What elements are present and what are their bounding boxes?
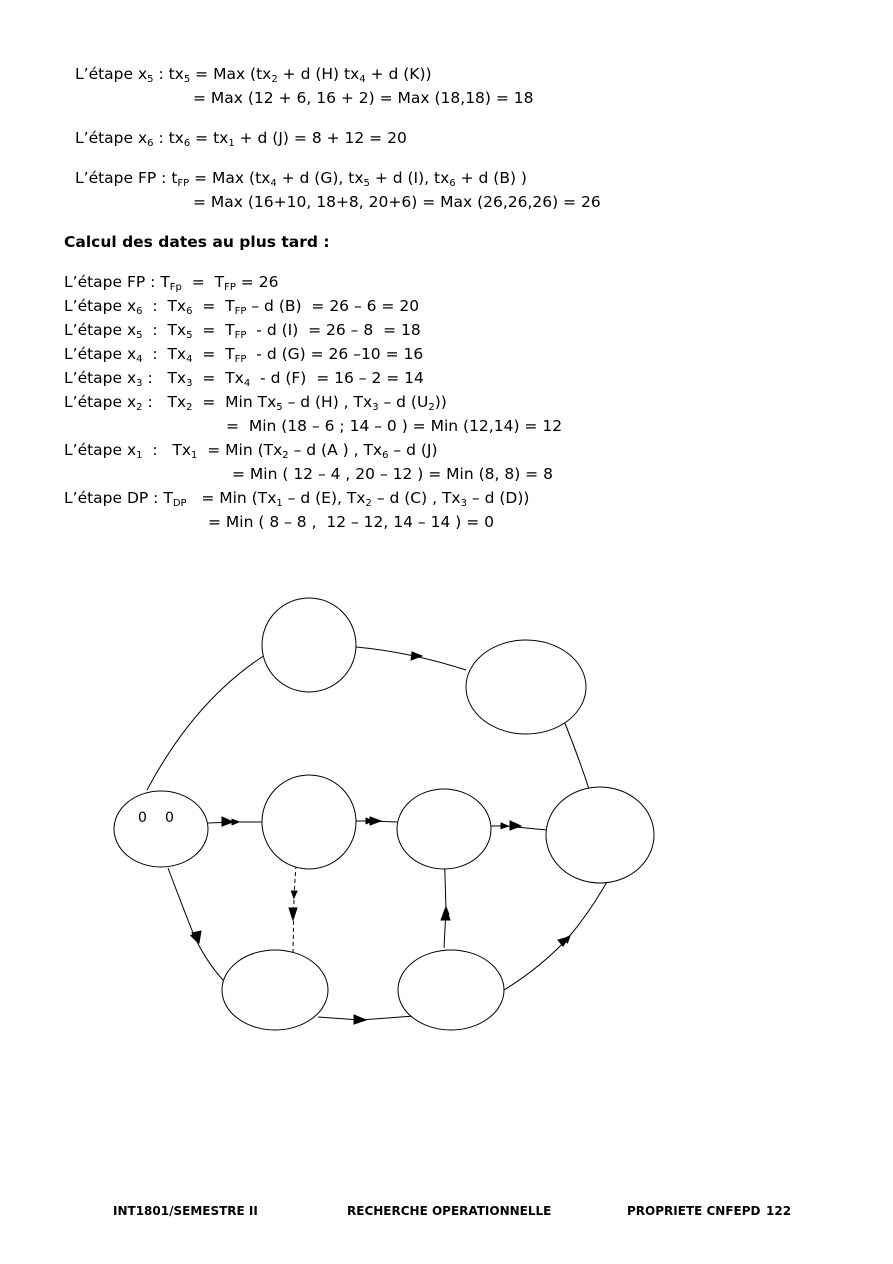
edge-topright-to-end [562, 716, 590, 792]
arrowhead-end-bottom [558, 937, 569, 946]
late-x2-line: L’étape $x_2$ : $Tx_2$ = Min $Tx_5$ – d (H) , $Tx_3$ – d $(U_2)$) [64, 393, 447, 413]
node-end [546, 787, 654, 883]
node-top [262, 598, 356, 692]
node-start [114, 791, 208, 867]
late-dp-continuation: = Min ( 8 – 8 , 12 – 12, 14 – 14 ) = 0 [208, 513, 494, 531]
late-fp-line: L’étape FP : $T_{Fp} = T_{FP} = 26$ [64, 273, 279, 293]
arrowhead-midright [510, 821, 521, 830]
footer-course-title: RECHERCHE OPERATIONNELLE [347, 1204, 552, 1218]
late-x2-continuation: = Min (18 – 6 ; 14 – 0 ) = Min (12,14) = 12 [226, 417, 563, 435]
edge-start-to-bottomleft [168, 868, 228, 985]
late-dp-line: L’étape DP : $T_{DP}$ = Min ($Tx_1$ – d (E), $Tx_2$ – d (C) , $Tx_3$ – d (D)) [64, 489, 530, 509]
early-x6-line: L’étape $x_6$ : $tx_6 = tx_1 + d$ (J) = 8 + 12 = 20 [75, 129, 407, 149]
arrowhead-mid1 [222, 817, 233, 826]
arrowhead-bottomright-up [441, 908, 450, 920]
arrowhead-top [411, 652, 422, 660]
late-x3-line: L’étape $x_3$ : $Tx_3 = Tx_4 - d$ (F) = 16 – 2 = 14 [64, 369, 424, 389]
edge-bottomright-to-end [504, 880, 608, 990]
arrowhead-dashed [289, 908, 297, 920]
early-fp-line: L’étape FP : $t_{FP}$ = Max ($tx_4 + d$ (G), $tx_5 + d$ (I), $tx_6 + d$ (B) ) [75, 169, 527, 189]
late-x4-line: L’étape $x_4$ : $Tx_4 = T_{FP} - d$ (G) = 26 –10 = 16 [64, 345, 424, 365]
arrowhead-mid2 [370, 817, 381, 825]
edge-start-to-mid1 [208, 822, 264, 823]
node-bottom-left [222, 950, 328, 1030]
early-fp-continuation: = Max (16+10, 18+8, 20+6) = Max (26,26,26) = 26 [193, 193, 601, 211]
arrowhead-bottom [354, 1015, 366, 1024]
edge-bottomleft-to-bottomright [318, 1016, 414, 1020]
late-x1-line: L’étape $x_1$ : $Tx_1$ = Min ($Tx_2$ – d (A ) , $Tx_6$ – d (J) [64, 441, 438, 461]
node-mid1 [262, 775, 356, 869]
footer-owner: PROPRIETE CNFEPD [627, 1204, 761, 1218]
late-x5-line: L’étape $x_5$ : $Tx_5 = T_{FP} - d$ (I) = 26 – 8 = 18 [64, 321, 421, 341]
late-x6-line: L’étape $x_6$ : $Tx_6 = T_{FP} - d$ (B) = 26 – 6 = 20 [64, 297, 420, 317]
start-node-label-late: 0 [165, 810, 174, 826]
footer-page-number: 122 [766, 1204, 792, 1218]
footer-course-code: INT1801/SEMESTRE II [113, 1204, 258, 1218]
node-mid2 [397, 789, 491, 869]
node-top-right [466, 640, 586, 734]
late-x1-continuation: = Min ( 12 – 4 , 20 – 12 ) = Min (8, 8) = 8 [232, 465, 553, 483]
start-node-label-early: 0 [138, 810, 147, 826]
late-dates-heading: Calcul des dates au plus tard : [64, 233, 330, 251]
node-bottom-right [398, 950, 504, 1030]
early-x5-continuation: = Max (12 + 6, 16 + 2) = Max (18,18) = 18 [193, 89, 534, 107]
early-x5-line: L’étape $x_5$ : $tx_5$ = Max ($tx_2 + d$ (H) $tx_4 + d$ (K)) [75, 65, 432, 85]
edge-start-to-top [147, 655, 265, 790]
